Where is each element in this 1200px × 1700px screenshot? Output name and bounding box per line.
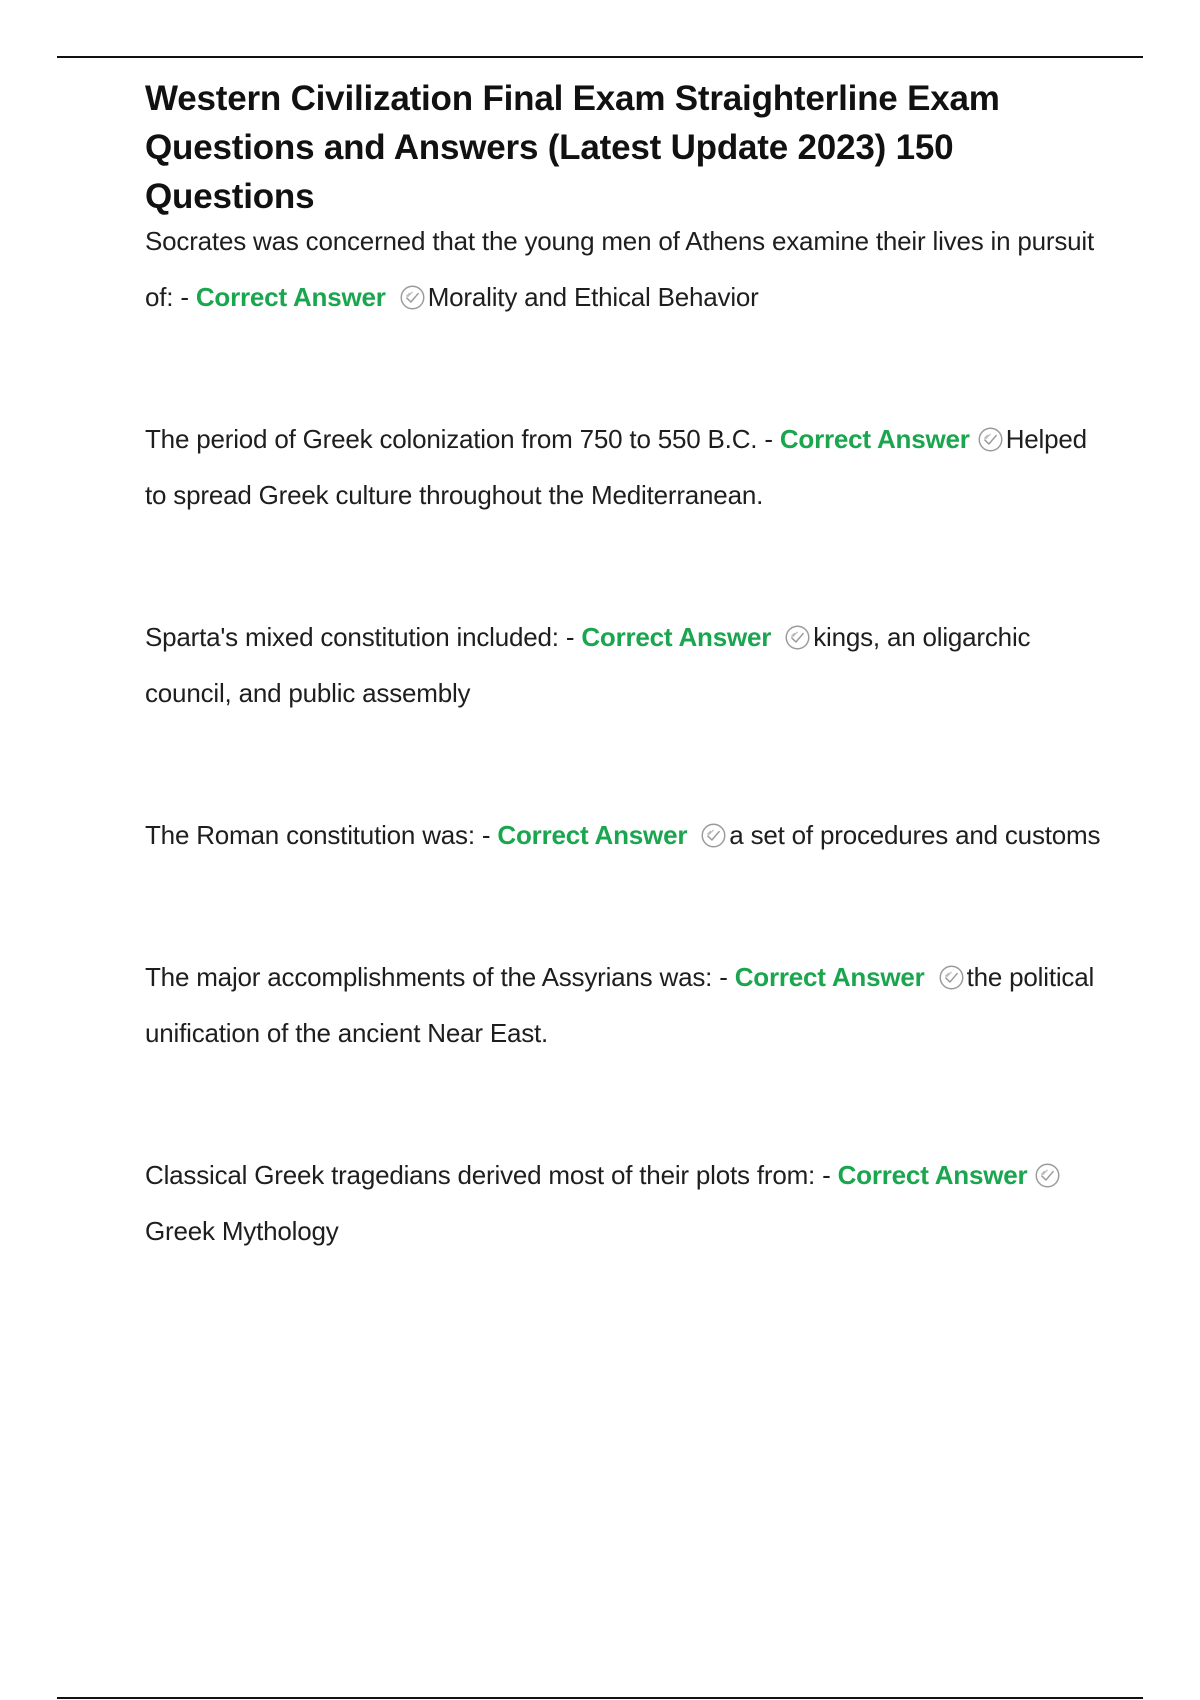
check-circle-icon <box>700 822 727 849</box>
question-text: Sparta's mixed constitution included: <box>145 622 559 652</box>
qa-item <box>145 411 1105 523</box>
answer-text: a set of procedures and customs <box>729 820 1101 850</box>
correct-answer-label: Correct Answer <box>837 1160 1028 1190</box>
bottom-rule <box>57 1697 1143 1699</box>
separator: - <box>474 820 498 850</box>
question-text: The period of Greek colonization from 750 to 550 B.C. <box>145 424 758 454</box>
answer-text: Greek Mythology <box>145 1216 339 1246</box>
correct-answer-label: Correct Answer <box>195 282 386 312</box>
question-text: Socrates was concerned that the young men of Athens examine their lives in pursuit of: <box>145 226 1095 312</box>
page-content <box>145 74 1105 1345</box>
qa-item <box>145 609 1105 721</box>
separator: - <box>173 282 196 312</box>
question-text: The Roman constitution was: <box>145 820 475 850</box>
answer-text: the political unification of the ancient Near East. <box>145 962 1095 1048</box>
check-circle-icon <box>1034 1162 1061 1189</box>
correct-answer-label: Correct Answer <box>497 820 688 850</box>
correct-answer-label: Correct Answer <box>734 962 925 992</box>
question-text: Classical Greek tragedians derived most of their plots from: <box>145 1160 816 1190</box>
answer-text: Helped to spread Greek culture throughout the Mediterranean. <box>145 424 1087 510</box>
document-title: Western Civilization Final Exam Straighterline Exam Questions and Answers (Latest Update 2023) 150 Questions <box>145 79 1000 216</box>
separator: - <box>558 622 582 652</box>
separator: - <box>815 1160 838 1190</box>
top-rule <box>57 56 1143 58</box>
qa-item <box>145 949 1105 1061</box>
qa-list <box>145 213 1105 1259</box>
question-text: The major accomplishments of the Assyrians was: <box>145 962 713 992</box>
qa-item <box>145 1147 1105 1259</box>
check-circle-icon <box>977 426 1004 453</box>
check-circle-icon <box>938 964 965 991</box>
correct-answer-label: Correct Answer <box>779 424 970 454</box>
separator: - <box>757 424 780 454</box>
correct-answer-label: Correct Answer <box>581 622 772 652</box>
qa-item <box>145 213 1105 325</box>
answer-text: Morality and Ethical Behavior <box>427 282 759 312</box>
answer-text: kings, an oligarchic council, and public assembly <box>145 622 1031 708</box>
check-circle-icon <box>784 624 811 651</box>
separator: - <box>712 962 735 992</box>
check-circle-icon <box>399 284 426 311</box>
qa-item <box>145 807 1105 863</box>
